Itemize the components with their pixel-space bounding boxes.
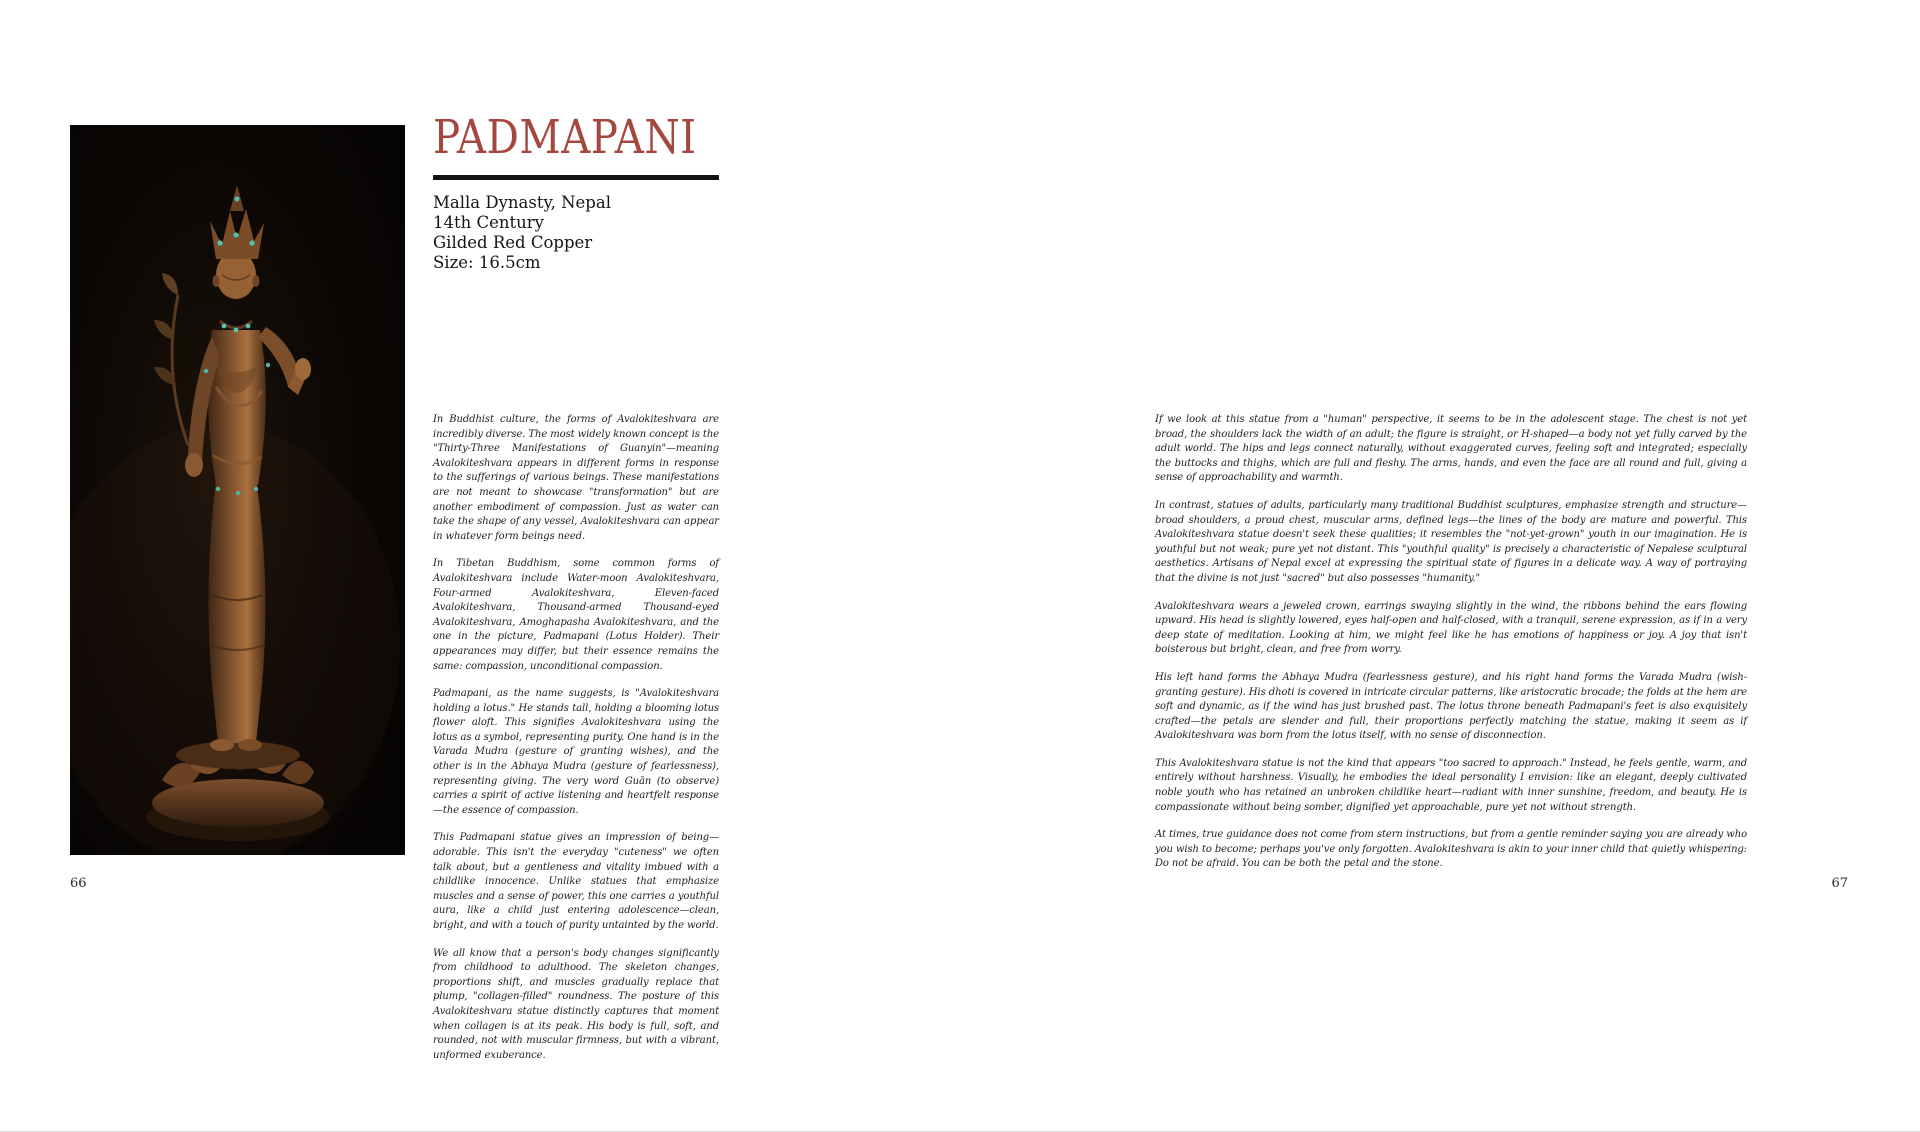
statue-photo <box>70 125 405 855</box>
body-paragraph: In contrast, statues of adults, particularly many traditional Buddhist sculptures, emphasize strength and structure—broad shoulders, a proud chest, muscular arms, defined legs—the lines of the body are mature and powerful. This Avalokiteshvara statue doesn't seek these qualities; it resembles the "not-yet-grown" youth in our imagination. He is youthful but not weak; pure yet not distant. This "youthful quality" is precisely a characteristic of Nepalese sculptural aesthetics. Artisans of Nepal excel at expressing the spiritual state of figures in a delicate way. A way of portraying that the divine is not just "sacred" but also possesses "humanity." <box>1155 499 1747 584</box>
body-paragraph: If we look at this statue from a "human" perspective, it seems to be in the adolescent stage. The chest is not yet broad, the shoulders lack the width of an adult; the figure is straight, or H-shaped—a body not yet fully carved by the adult world. The hips and legs connect naturally, without exaggerated curves, feeling soft and integrated; especially the buttocks and thighs, which are full and fleshy. The arms, hands, and even the face are all round and full, giving a sense of approachability and warmth. <box>1155 414 1747 484</box>
title-rule <box>433 175 719 180</box>
right-text-column <box>1155 413 1747 885</box>
body-paragraph: Avalokiteshvara wears a jeweled crown, earrings swaying slightly in the wind, the ribbons behind the ears flowing upward. His head is slightly lowered, eyes half-open and half-closed, with a tranquil, serene expression, as if in a very deep state of meditation. Looking at him, we might feel like he has emotions of happiness or joy. A joy that isn't boisterous but bright, clean, and free from worry. <box>1155 600 1747 656</box>
body-paragraph: We all know that a person's body changes significantly from childhood to adulthood. The skeleton changes, proportions shift, and muscles gradually replace that plump, "collagen-filled" roundness. The posture of this Avalokiteshvara statue distinctly captures that moment when collagen is at its peak. His body is full, soft, and rounded, not with muscular firmness, but with a vibrant, unformed exuberance. <box>433 947 719 1061</box>
statue-illustration <box>70 125 405 855</box>
artifact-metadata <box>433 193 719 273</box>
body-paragraph: In Buddhist culture, the forms of Avalokiteshvara are incredibly diverse. The most widely known concept is the "Thirty-Three Manifestations of Guanyin"—meaning Avalokiteshvara appears in different forms in response to the sufferings of various beings. These manifestations are not meant to showcase "transformation" but are another embodiment of compassion. Just as water can take the shape of any vessel, Avalokiteshvara can appear in whatever form beings need. <box>433 414 719 542</box>
body-paragraph: His left hand forms the Abhaya Mudra (fearlessness gesture), and his right hand forms the Varada Mudra (wish-granting gesture). His dhoti is covered in intricate circular patterns, like aristocratic brocade; the folds at the hem are soft and dynamic, as if the wind has just brushed past. The lotus throne beneath Padmapani's feet is also exquisitely crafted—the petals are slender and full, their proportions perfectly matching the statue, making it seem as if Avalokiteshvara was born from the lotus itself, with no sense of disconnection. <box>1155 671 1747 742</box>
body-paragraph: This Avalokiteshvara statue is not the kind that appears "too sacred to approach." Instead, he feels gentle, warm, and entirely without harshness. Visually, he embodies the ideal personality I envision: like an elegant, deeply cultivated noble youth who has retained an unbroken childlike heart—radiant with inner sunshine, freedom, and beauty. He is compassionate without being somber, dignified yet approachable, pure yet not without strength. <box>1155 757 1747 813</box>
page-number-right: 67 <box>1831 876 1848 891</box>
left-text-column <box>433 413 719 1076</box>
body-paragraph: At times, true guidance does not come from stern instructions, but from a gentle reminder saying you are already who you wish to become; perhaps you've only forgotten. Avalokiteshvara is akin to your inner child that quietly whispering: Do not be afraid. You can be both the petal and the stone. <box>1155 829 1748 870</box>
page-number-left: 66 <box>70 876 87 891</box>
meta-century: 14th Century <box>433 212 544 232</box>
body-paragraph: Padmapani, as the name suggests, is "Avalokiteshvara holding a lotus." He stands tall, holding a blooming lotus flower aloft. This signifies Avalokiteshvara using the lotus as a symbol, representing purity. One hand is in the Varada Mudra (gesture of granting wishes), and the other is in the Abhaya Mudra (gesture of fearlessness), representing giving. The very word Guān (to observe) carries a spirit of active listening and heartfelt response—the essence of compassion. <box>433 688 719 816</box>
meta-dynasty: Malla Dynasty, Nepal <box>433 192 611 212</box>
meta-size: Size: 16.5cm <box>433 252 541 272</box>
body-paragraph: This Padmapani statue gives an impression of being—adorable. This isn't the everyday "cuteness" we often talk about, but a gentleness and vitality imbued with a childlike innocence. Unlike statues that emphasize muscles and a sense of power, this one carries a youthful aura, like a child just entering adolescence—clean, bright, and with a touch of purity untainted by the world. <box>433 832 719 931</box>
title-block <box>433 112 719 273</box>
meta-material: Gilded Red Copper <box>433 232 593 252</box>
body-paragraph: In Tibetan Buddhism, some common forms of Avalokiteshvara include Water-moon Avalokiteshvara, Four-armed Avalokiteshvara, Eleven-faced Avalokiteshvara, Thousand-armed Thousand-eyed Avalokiteshvara, Amoghapasha Avalokiteshvara, and the one in the picture, Padmapani (Lotus Holder). Their appearances may differ, but their essence remains the same: compassion, unconditional compassion. <box>433 558 719 672</box>
page-title: PADMAPANI <box>433 110 697 165</box>
